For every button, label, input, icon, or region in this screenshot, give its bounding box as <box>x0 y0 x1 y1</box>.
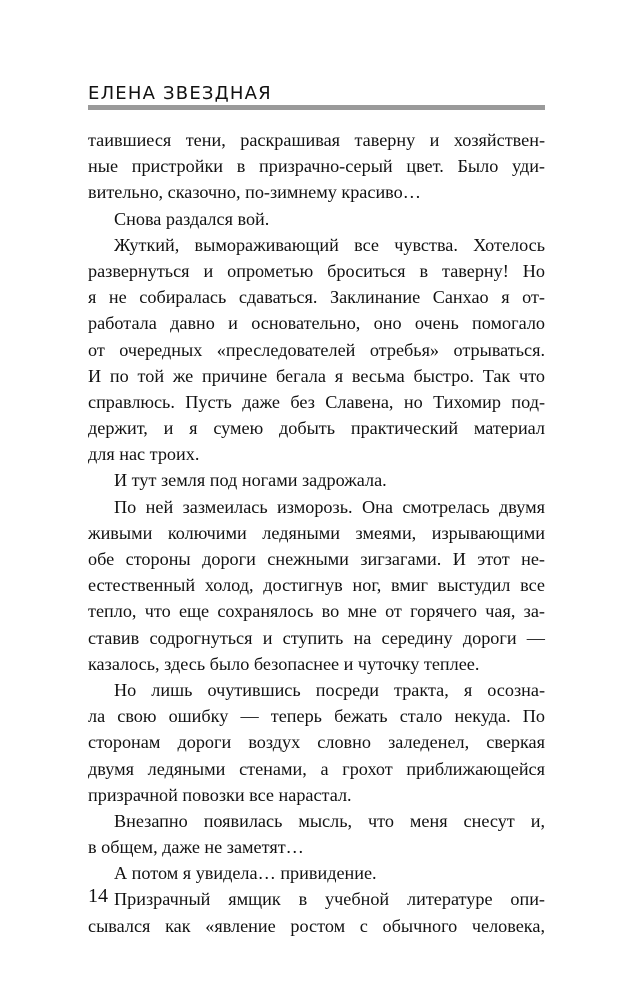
text-line: ла свою ошибку — теперь бежать стало некуда. По <box>88 706 545 727</box>
text-line: сывался как «явление ростом с обычного человека, <box>88 915 545 936</box>
page-number: 14 <box>88 885 108 907</box>
text-line: в общем, даже не заметят… <box>88 837 304 858</box>
text-line: от очередных «преследователей отребья» отрываться. <box>88 339 545 360</box>
text-line: держит, и я сумею добыть практический материал <box>88 418 545 439</box>
text-line: естественный холод, достигнув ног, вмиг выстудил все <box>88 575 545 596</box>
text-line: А потом я увидела… привидение. <box>114 863 377 884</box>
header-rule <box>88 105 545 110</box>
text-line: работала давно и основательно, оно очень помогало <box>88 313 545 334</box>
text-line: Но лишь очутившись посреди тракта, я осозна- <box>114 679 545 700</box>
text-line: Снова раздался вой. <box>114 208 270 229</box>
text-line: ные пристройки в призрачно-серый цвет. Было уди- <box>88 156 545 177</box>
text-line: живыми колючими ледяными змеями, изрывающими <box>88 522 545 543</box>
text-line: развернуться и опрометью броситься в таверну! Но <box>88 260 545 281</box>
text-line: сторонам дороги воздух словно заледенел, сверкая <box>88 732 545 753</box>
text-line: И по той же причине бегала я весьма быстро. Так что <box>88 365 545 386</box>
text-line: Жуткий, вымораживающий все чувства. Хотелось <box>114 234 545 255</box>
running-header: ЕЛЕНА ЗВЕЗДНАЯ <box>88 83 272 104</box>
text-line: ставив содрогнуться и ступить на середину дороги — <box>88 627 545 648</box>
text-line: двумя ледяными стенами, а грохот приближающейся <box>88 758 545 779</box>
text-line: таившиеся тени, раскрашивая таверну и хозяйствен- <box>88 130 545 150</box>
text-line: вительно, сказочно, по-зимнему красиво… <box>88 182 421 203</box>
text-line: По ней зазмеилась изморозь. Она смотрелась двумя <box>114 496 545 517</box>
text-line: я не собиралась сдаваться. Заклинание Санхао я от- <box>88 287 545 308</box>
text-line: для нас троих. <box>88 444 200 465</box>
text-line: казалось, здесь было безопаснее и чуточку теплее. <box>88 653 480 674</box>
text-line: справлюсь. Пусть даже без Славена, но Тихомир под- <box>88 391 545 412</box>
text-line: Внезапно появилась мысль, что меня снесут и, <box>114 810 545 831</box>
text-line: И тут земля под ногами задрожала. <box>114 470 387 491</box>
text-line: призрачной повозки все нарастал. <box>88 784 352 805</box>
text-line: Призрачный ямщик в учебной литературе опи- <box>114 889 545 910</box>
text-line: обе стороны дороги снежными зигзагами. И этот не- <box>88 549 545 569</box>
body-text <box>88 127 545 939</box>
text-line: тепло, что еще сохранялось во мне от горячего чая, за- <box>88 601 545 622</box>
